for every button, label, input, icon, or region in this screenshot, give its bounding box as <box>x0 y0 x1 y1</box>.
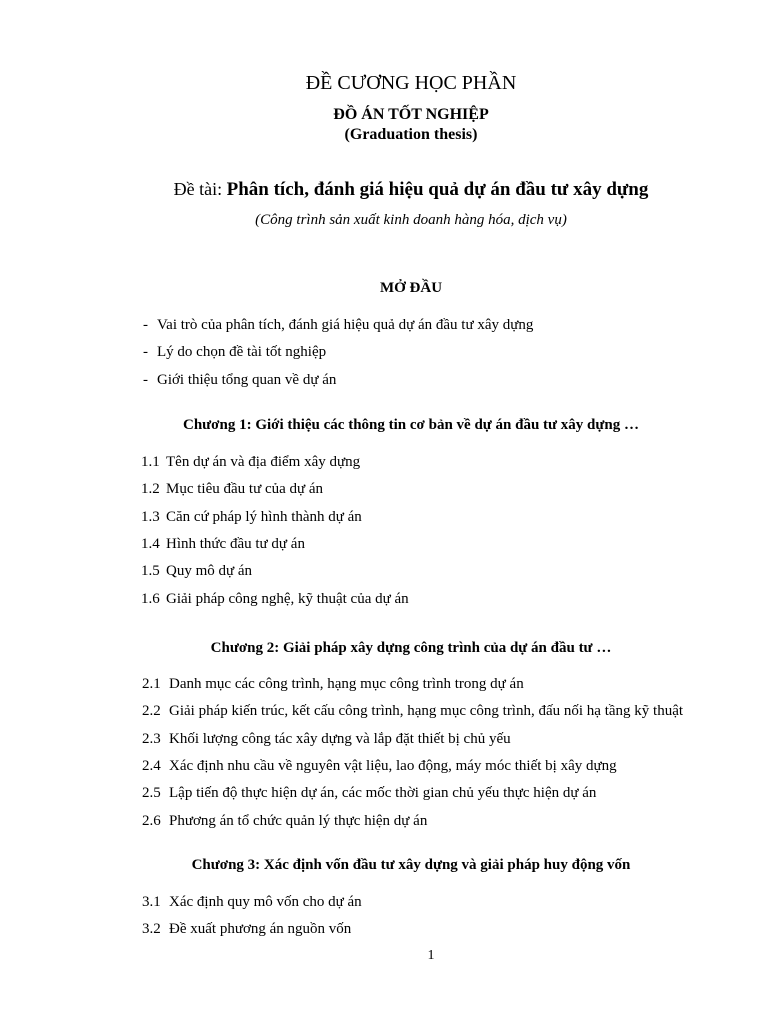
document-subtitle: ĐỒ ÁN TỐT NGHIỆP <box>333 106 489 123</box>
item-number: 3.2 <box>142 921 161 938</box>
chapter-1-list <box>141 449 409 613</box>
item-number: 2.2 <box>142 703 161 720</box>
list-item <box>143 339 533 366</box>
list-item <box>142 698 683 725</box>
list-item <box>141 585 409 612</box>
list-item-text: Đề xuất phương án nguồn vốn <box>169 921 352 938</box>
item-number: 2.5 <box>142 785 161 802</box>
topic-label: Đề tài: <box>173 179 227 199</box>
intro-list <box>143 312 533 394</box>
list-item <box>141 558 409 585</box>
list-item-text: Khối lượng công tác xây dựng và lắp đặt thiết bị chủ yếu <box>169 730 511 747</box>
topic-note: (Công trình sản xuất kinh doanh hàng hóa, dịch vụ) <box>255 212 567 228</box>
document-title: ĐỀ CƯƠNG HỌC PHẦN <box>305 72 517 94</box>
item-number: 1.4 <box>141 536 160 553</box>
list-item <box>142 889 362 916</box>
list-item-text: Quy mô dự án <box>166 563 253 580</box>
list-item-text: Phương án tổ chức quản lý thực hiện dự án <box>169 812 428 829</box>
list-item-text: Lý do chọn đề tài tốt nghiệp <box>157 344 327 361</box>
list-item-text: Vai trò của phân tích, đánh giá hiệu quả dự án đầu tư xây dựng <box>157 317 534 334</box>
item-number: 1.6 <box>141 590 160 607</box>
list-item-text: Danh mục các công trình, hạng mục công trình trong dự án <box>169 676 524 693</box>
list-item <box>141 476 409 503</box>
list-item-text: Lập tiến độ thực hiện dự án, các mốc thời gian chủ yếu thực hiện dự án <box>169 785 597 802</box>
document-english-title: (Graduation thesis) <box>344 126 478 143</box>
list-item <box>142 807 683 834</box>
page-number: 1 <box>427 948 435 963</box>
list-item <box>141 504 409 531</box>
item-number: 1.3 <box>141 508 160 525</box>
chapter-3-heading: Chương 3: Xác định vốn đầu tư xây dựng và giải pháp huy động vốn <box>191 857 631 873</box>
list-item <box>142 726 683 753</box>
topic-line <box>0 179 768 201</box>
list-item <box>142 671 683 698</box>
item-number: 1.5 <box>141 563 160 580</box>
item-number: 3.1 <box>142 894 161 911</box>
bullet-dash: - <box>143 344 148 361</box>
list-item-text: Giải pháp kiến trúc, kết cấu công trình, hạng mục công trình, đấu nối hạ tầng kỹ thuật <box>169 703 684 720</box>
list-item <box>142 916 362 943</box>
list-item-text: Căn cứ pháp lý hình thành dự án <box>166 508 362 525</box>
chapter-2-heading: Chương 2: Giải pháp xây dựng công trình của dự án đầu tư … <box>210 640 612 656</box>
list-item <box>143 312 533 339</box>
list-item <box>141 531 409 558</box>
list-item <box>143 367 533 394</box>
bullet-dash: - <box>143 371 148 388</box>
list-item-text: Giới thiệu tổng quan về dự án <box>157 371 337 388</box>
item-number: 2.1 <box>142 676 161 693</box>
item-number: 2.3 <box>142 730 161 747</box>
chapter-3-list <box>142 889 362 944</box>
bullet-dash: - <box>143 317 148 334</box>
chapter-2-list <box>142 671 683 835</box>
list-item-text: Tên dự án và địa điểm xây dựng <box>166 454 361 471</box>
topic-text: Phân tích, đánh giá hiệu quả dự án đầu tư xây dựng <box>226 179 649 200</box>
list-item <box>142 753 683 780</box>
list-item <box>142 780 683 807</box>
item-number: 2.4 <box>142 758 161 775</box>
item-number: 2.6 <box>142 812 161 829</box>
list-item-text: Hình thức đầu tư dự án <box>166 536 305 553</box>
chapter-1-heading: Chương 1: Giới thiệu các thông tin cơ bản về dự án đầu tư xây dựng … <box>183 417 639 433</box>
list-item-text: Giải pháp công nghệ, kỹ thuật của dự án <box>166 590 409 607</box>
list-item <box>141 449 409 476</box>
item-number: 1.1 <box>141 454 160 471</box>
intro-heading: MỞ ĐẦU <box>379 280 443 296</box>
list-item-text: Mục tiêu đầu tư của dự án <box>166 481 324 498</box>
list-item-text: Xác định nhu cầu về nguyên vật liệu, lao động, máy móc thiết bị xây dựng <box>169 758 617 775</box>
list-item-text: Xác định quy mô vốn cho dự án <box>169 894 362 911</box>
item-number: 1.2 <box>141 481 160 498</box>
